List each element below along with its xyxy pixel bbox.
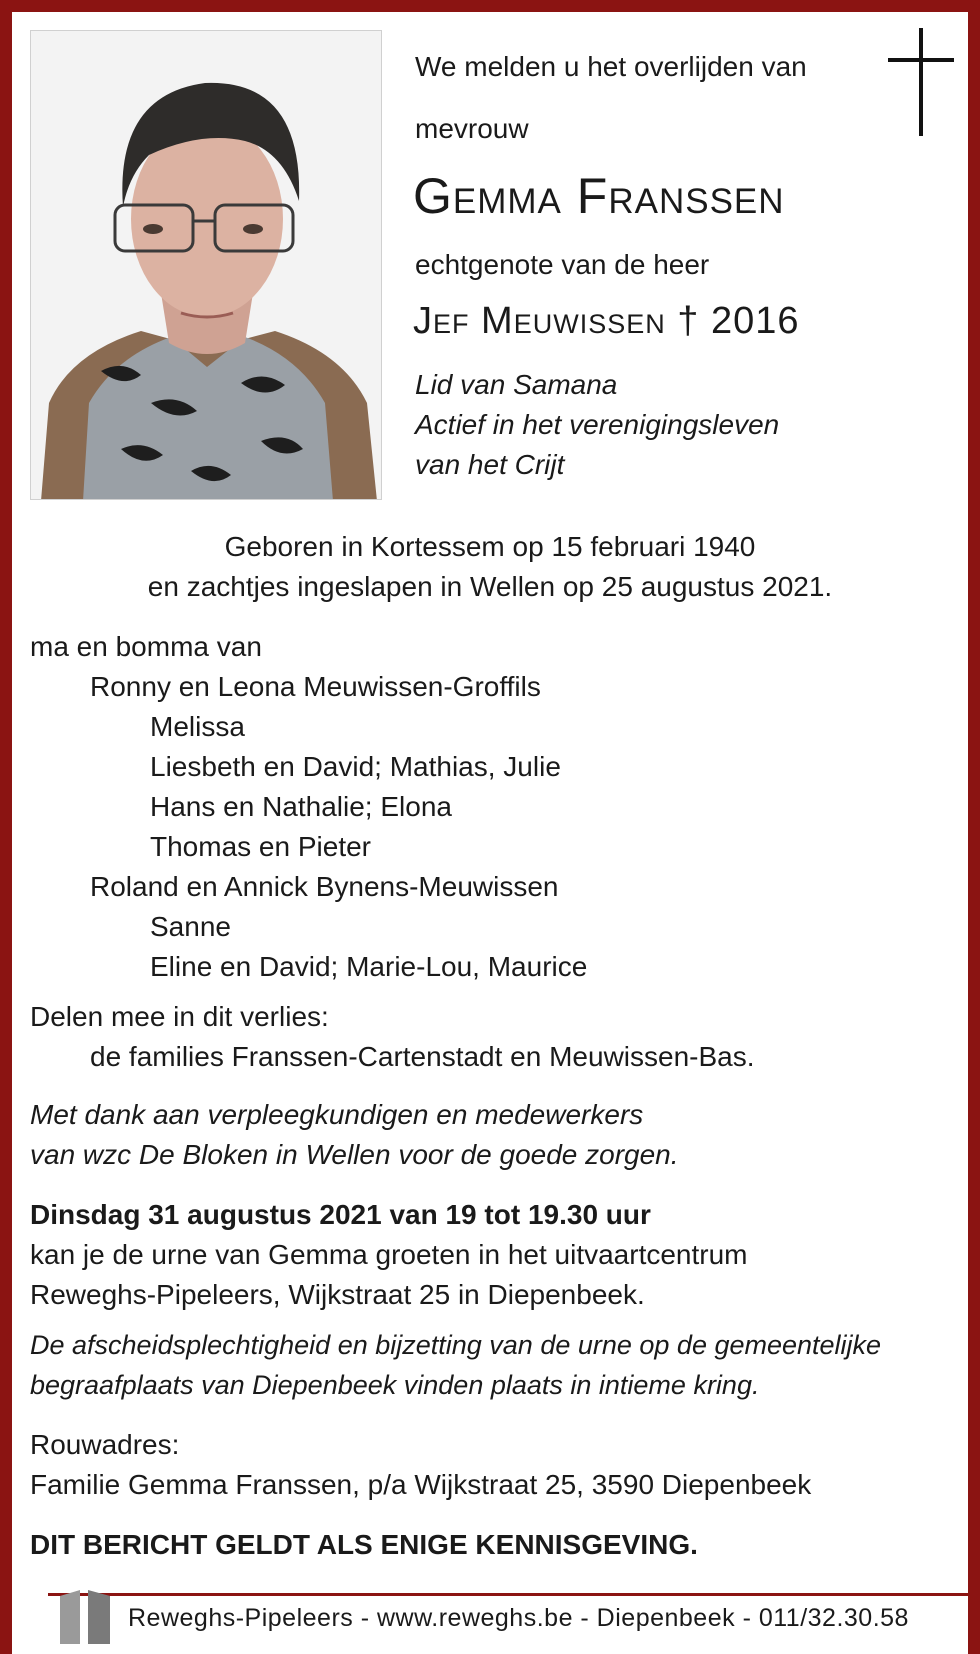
family-intro: ma en bomma van <box>30 631 262 662</box>
note-line: Lid van Samana <box>415 369 618 400</box>
family-line: Ronny en Leona Meuwissen-Groffils <box>90 671 541 702</box>
share-intro: Delen mee in dit verlies: <box>30 1001 329 1032</box>
funeral-home-logo-icon <box>58 1584 112 1644</box>
spouse-intro: echtgenote van de heer <box>415 249 710 280</box>
ceremony-line: De afscheidsplechtigheid en bijzetting van de urne op de gemeentelijke <box>30 1330 882 1360</box>
official-notice: DIT BERICHT GELDT ALS ENIGE KENNISGEVING. <box>30 1529 698 1560</box>
address-value: Familie Gemma Franssen, p/a Wijkstraat 25, 3590 Diepenbeek <box>30 1469 812 1500</box>
address-label: Rouwadres: <box>30 1429 180 1460</box>
ceremony-line: begraafplaats van Diepenbeek vinden plaats in intieme kring. <box>30 1370 760 1400</box>
deceased-name: Gemma Franssen <box>413 168 785 224</box>
family-line: Eline en David; Marie-Lou, Maurice <box>150 951 588 982</box>
salutation: mevrouw <box>415 113 529 144</box>
intro-line: We melden u het overlijden van <box>415 51 807 82</box>
share-families: de families Franssen-Cartenstadt en Meuwissen-Bas. <box>90 1041 755 1072</box>
death-line: en zachtjes ingeslapen in Wellen op 25 augustus 2021. <box>147 571 833 602</box>
visitation-line: kan je de urne van Gemma groeten in het uitvaartcentrum <box>30 1239 748 1270</box>
note-line: Actief in het verenigingsleven <box>415 409 780 440</box>
note-line: van het Crijt <box>415 449 565 480</box>
family-line: Thomas en Pieter <box>150 831 371 862</box>
thanks-line: van wzc De Bloken in Wellen voor de goede zorgen. <box>30 1139 679 1170</box>
footer-contact: Reweghs-Pipeleers - www.reweghs.be - Diepenbeek - 011/32.30.58 <box>128 1604 909 1632</box>
family-line: Sanne <box>150 911 231 942</box>
family-line: Hans en Nathalie; Elona <box>150 791 452 822</box>
footer-divider <box>48 1593 970 1596</box>
portrait-photo <box>30 30 382 500</box>
family-line: Roland en Annick Bynens-Meuwissen <box>90 871 559 902</box>
thanks-line: Met dank aan verpleegkundigen en medewerkers <box>30 1099 644 1130</box>
cross-icon <box>888 28 954 138</box>
family-line: Liesbeth en David; Mathias, Julie <box>150 751 561 782</box>
family-line: Melissa <box>150 711 245 742</box>
birth-line: Geboren in Kortessem op 15 februari 1940 <box>224 531 756 562</box>
spouse-name: Jef Meuwissen † 2016 <box>413 300 800 342</box>
visitation-date: Dinsdag 31 augustus 2021 van 19 tot 19.30 uur <box>30 1199 651 1230</box>
visitation-line: Reweghs-Pipeleers, Wijkstraat 25 in Diepenbeek. <box>30 1279 645 1310</box>
